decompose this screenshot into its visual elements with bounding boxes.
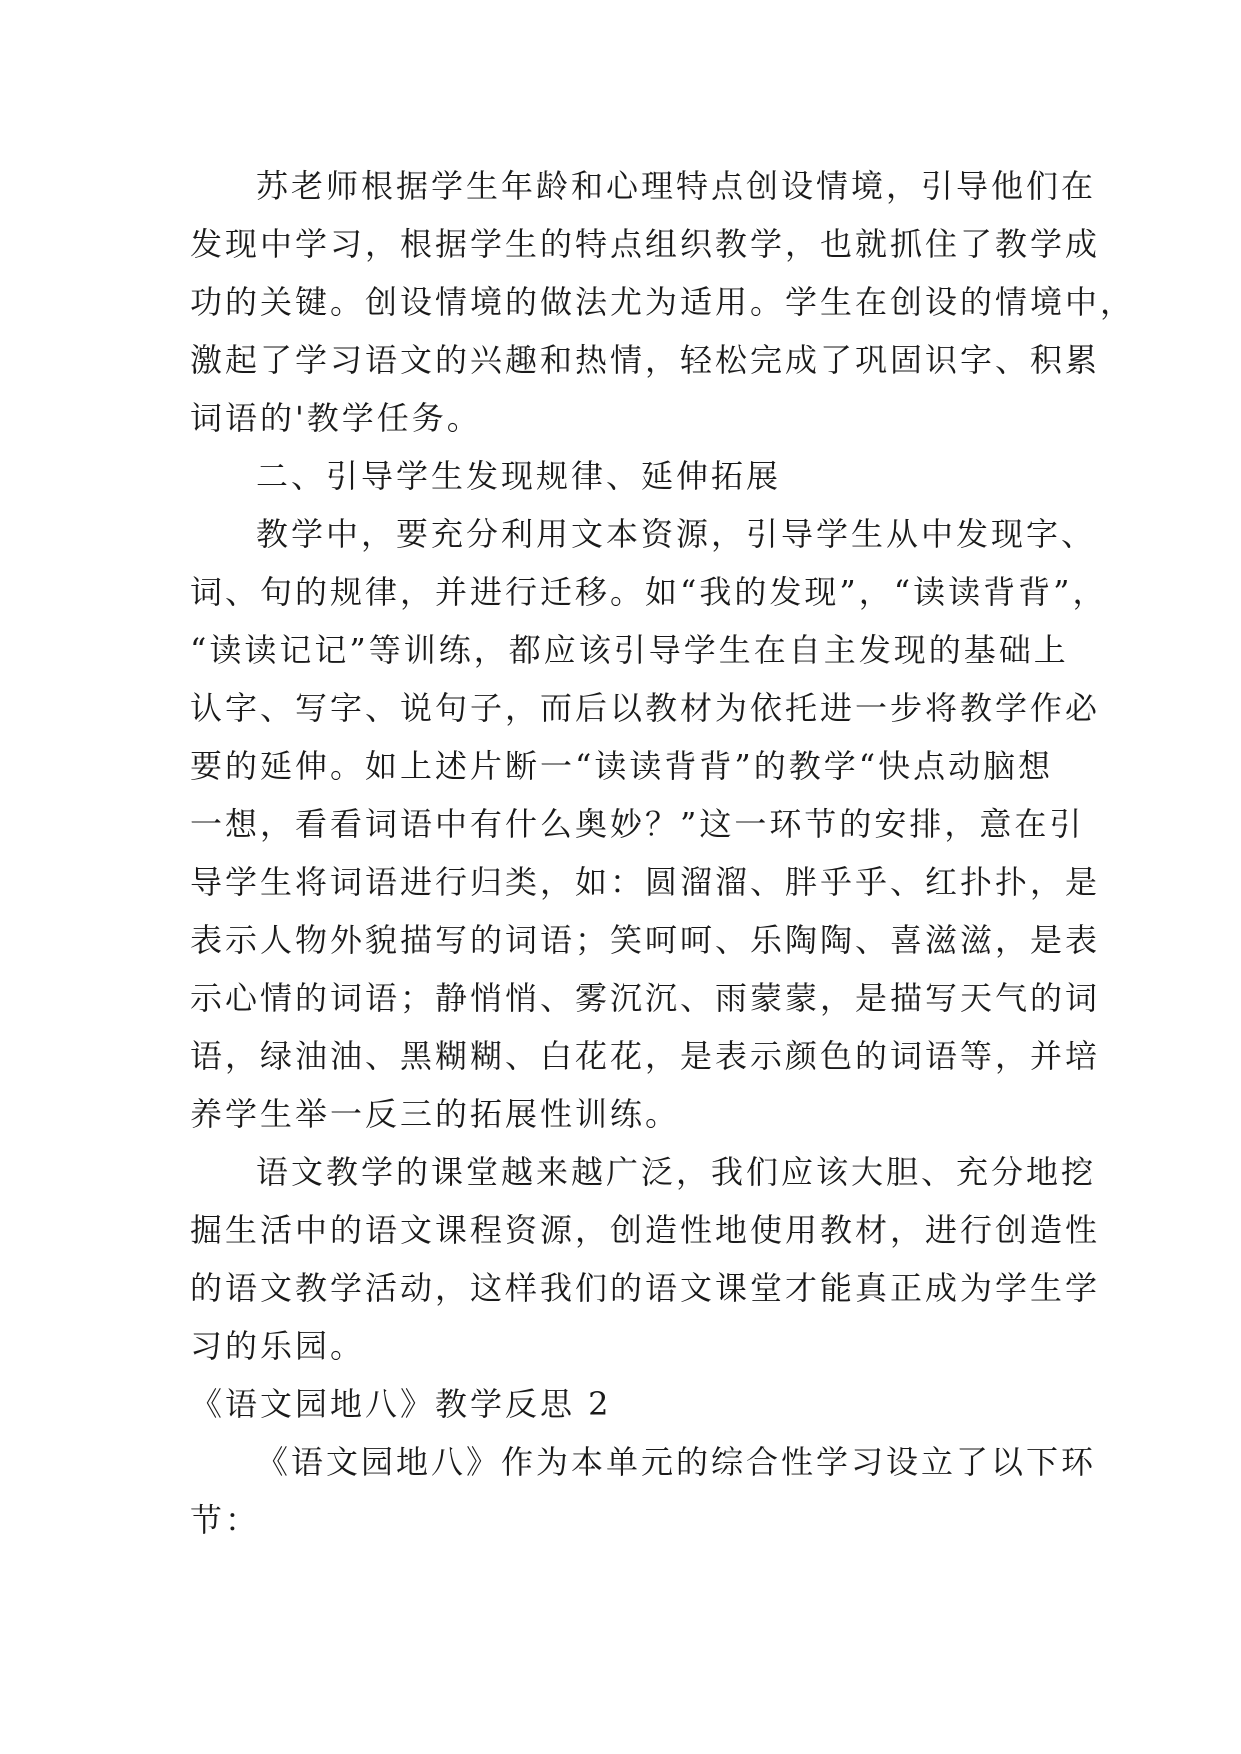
text-line: 词、句的规律，并进行迁移。如“我的发现”，“读读背背”，	[190, 573, 1108, 611]
text-line: 《语文园地八》作为本单元的综合性学习设立了以下环	[256, 1443, 1097, 1481]
text-line: 语文教学的课堂越来越广泛，我们应该大胆、充分地挖	[256, 1153, 1097, 1191]
text-line: 激起了学习语文的兴趣和热情，轻松完成了巩固识字、积累	[190, 341, 1101, 379]
text-line: 教学中，要充分利用文本资源，引导学生从中发现字、	[256, 515, 1097, 553]
document-body	[190, 157, 1136, 1549]
text-line: 二、引导学生发现规律、延伸拓展	[256, 457, 782, 495]
text-line: 要的延伸。如上述片断一“读读背背”的教学“快点动脑想	[190, 747, 1054, 785]
text-line: 的语文教学活动，这样我们的语文课堂才能真正成为学生学	[190, 1269, 1101, 1307]
text-line: 掘生活中的语文课程资源，创造性地使用教材，进行创造性	[190, 1211, 1101, 1249]
text-line: 示心情的词语；静悄悄、雾沉沉、雨蒙蒙，是描写天气的词	[190, 979, 1101, 1017]
text-line: 节：	[190, 1501, 261, 1539]
text-line: 导学生将词语进行归类，如：圆溜溜、胖乎乎、红扑扑，是	[190, 863, 1101, 901]
text-line: 习的乐园。	[190, 1327, 366, 1365]
text-line: 功的关键。创设情境的做法尤为适用。学生在创设的情境中，	[190, 283, 1136, 321]
text-line: 词语的'教学任务。	[190, 399, 482, 437]
text-line: 认字、写字、说句子，而后以教材为依托进一步将教学作必	[190, 689, 1101, 727]
text-line: 《语文园地八》教学反思 2	[190, 1385, 612, 1423]
text-line: 养学生举一反三的拓展性训练。	[190, 1095, 681, 1133]
text-line: “读读记记”等训练，都应该引导学生在自主发现的基础上	[190, 631, 1069, 669]
text-line: 一想，看看词语中有什么奥妙？”这一环节的安排，意在引	[190, 805, 1085, 843]
text-line: 语，绿油油、黑糊糊、白花花，是表示颜色的词语等，并培	[190, 1037, 1101, 1075]
text-line: 发现中学习，根据学生的特点组织教学，也就抓住了教学成	[190, 225, 1101, 263]
text-line: 苏老师根据学生年龄和心理特点创设情境，引导他们在	[256, 167, 1097, 205]
text-line: 表示人物外貌描写的词语；笑呵呵、乐陶陶、喜滋滋，是表	[190, 921, 1101, 959]
